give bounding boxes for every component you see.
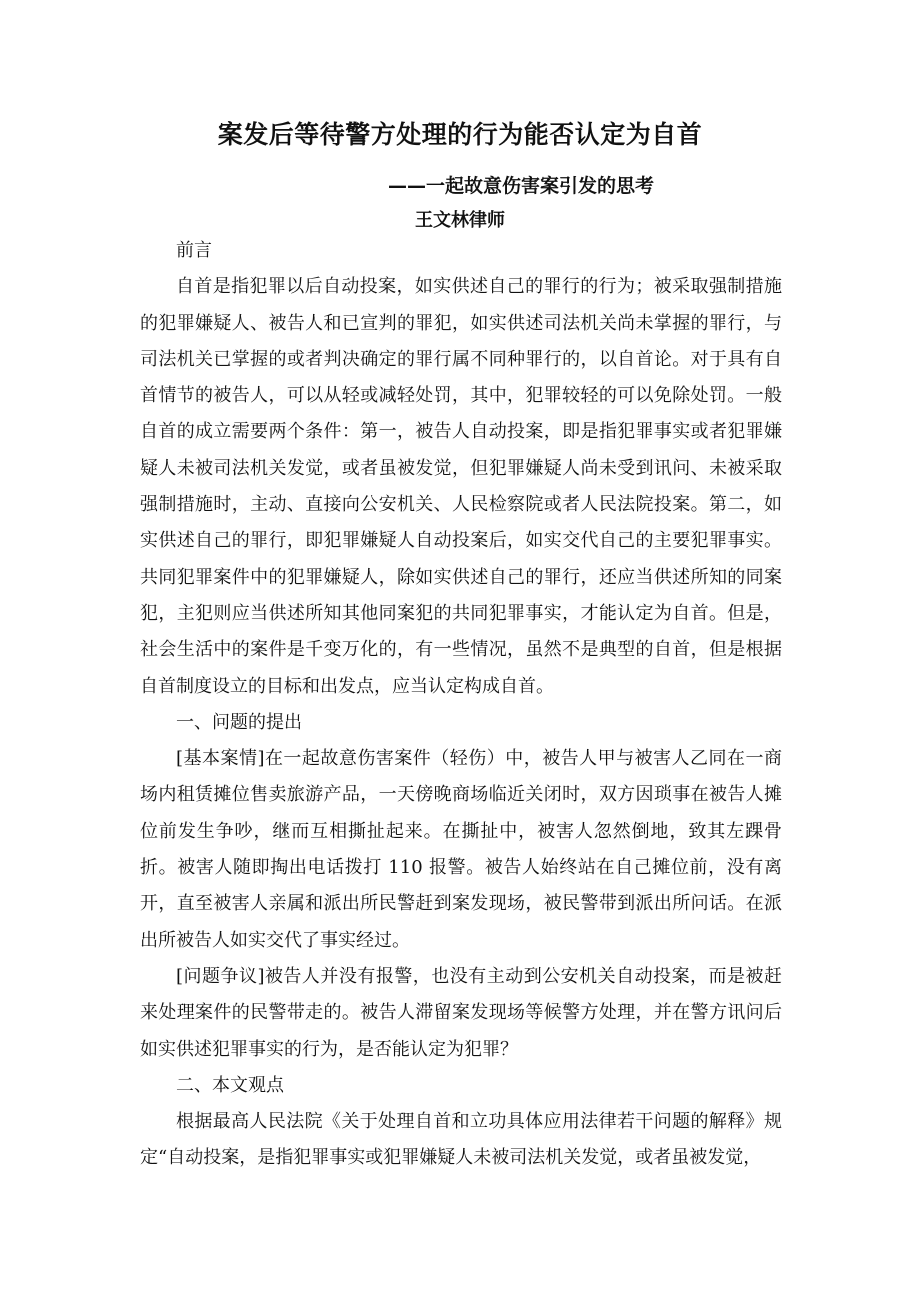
document-body: [140, 233, 782, 1177]
section-heading-viewpoint: 二、本文观点: [176, 1074, 284, 1096]
body-paragraph: [基本案情]在一起故意伤害案件（轻伤）中，被告人甲与被害人乙同在一商场内租赁摊位售卖旅游产品，一天傍晚商场临近关闭时，双方因琐事在被告人摊位前发生争吵，继而互相撕扯起来。在撕扯中，被害人忽然倒地，致其左踝骨折。被害人随即掏出电话拨打 110 报警。被告人始终站在自己摊位前，没有离开，直至被害人亲属和派出所民警赶到案发现场，被民警带到派出所问话。在派出所被告人如实交代了事实经过。: [140, 748, 782, 951]
body-paragraph: [问题争议]被告人并没有报警，也没有主动到公安机关自动投案，而是被赶来处理案件的民警带走的。被告人滞留案发现场等候警方处理，并在警方讯问后如实供述犯罪事实的行为，是否能认定为犯罪？: [140, 965, 782, 1060]
body-paragraph: 自首是指犯罪以后自动投案，如实供述自己的罪行的行为；被采取强制措施的犯罪嫌疑人、被告人和已宣判的罪犯，如实供述司法机关尚未掌握的罪行，与司法机关已掌握的或者判决确定的罪行属不同种罪行的，以自首论。对于具有自首情节的被告人，可以从轻或减轻处罚，其中，犯罪较轻的可以免除处罚。一般自首的成立需要两个条件：第一，被告人自动投案，即是指犯罪事实或者犯罪嫌疑人未被司法机关发觉，或者虽被发觉，但犯罪嫌疑人尚未受到讯问、未被采取强制措施时，主动、直接向公安机关、人民检察院或者人民法院投案。第二，如实供述自己的罪行，即犯罪嫌疑人自动投案后，如实交代自己的主要犯罪事实。共同犯罪案件中的犯罪嫌疑人，除如实供述自己的罪行，还应当供述所知的同案犯，主犯则应当供述所知其他同案犯的共同犯罪事实，才能认定为自首。但是，社会生活中的案件是千变万化的，有一些情况，虽然不是典型的自首，但是根据自首制度设立的目标和出发点，应当认定构成自首。: [140, 276, 782, 697]
document-title: 案发后等待警方处理的行为能否认定为自首: [217, 120, 703, 149]
section-heading-problem: 一、问题的提出: [176, 711, 302, 733]
document-author: 王文林律师: [415, 210, 505, 231]
section-heading-preface: 前言: [176, 240, 212, 261]
body-paragraph: 根据最高人民法院《关于处理自首和立功具体应用法律若干问题的解释》规定“自动投案，是指犯罪事实或犯罪嫌疑人未被司法机关发觉，或者虽被发觉，: [140, 1111, 782, 1169]
document-subtitle: ——一起故意伤害案引发的思考: [388, 175, 655, 197]
